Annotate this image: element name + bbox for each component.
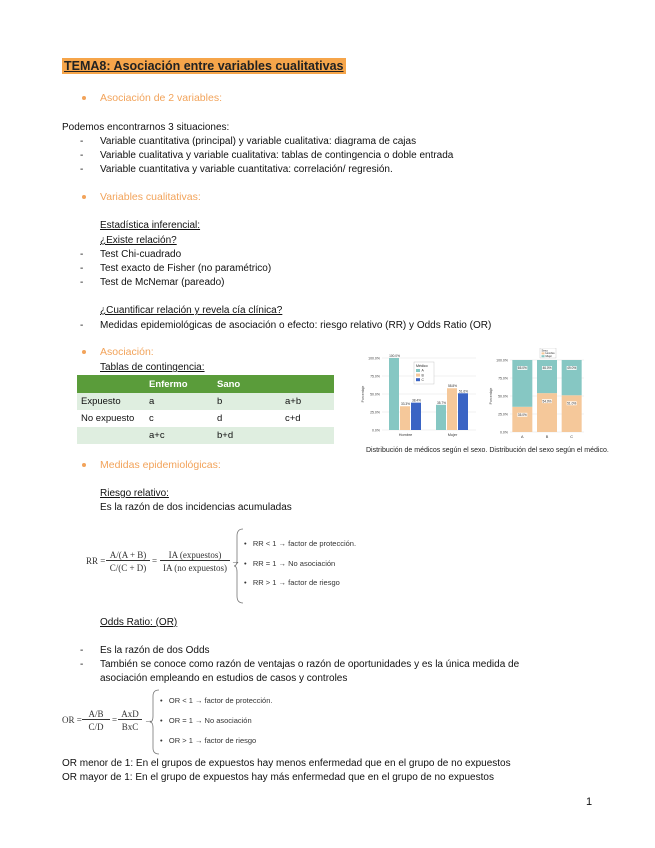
table-header-cell: Sano: [213, 375, 281, 393]
legend-label: Hombre: [545, 352, 555, 356]
legend-label: C: [421, 377, 424, 382]
bar: [411, 403, 421, 430]
bar: [458, 393, 468, 430]
bullet-dot-icon: [82, 96, 86, 100]
list-item: - Test de McNemar (pareado): [80, 277, 225, 288]
legend-swatch: [416, 378, 420, 381]
page-title: TEMA8: Asociación entre variables cualitativas: [64, 59, 344, 73]
bar-value-label: 33.3%: [400, 402, 411, 407]
rr-case-none: • RR = 1 → No asociación: [244, 559, 336, 568]
rr-formula-eq: =: [152, 556, 158, 566]
list-item: - Test Chi-cuadrado: [80, 249, 182, 260]
y-tick-label: 0.0%: [372, 428, 380, 433]
list-item: - Es la razón de dos Odds: [80, 645, 210, 656]
intro-text: Podemos encontrarnos 3 situaciones:: [62, 122, 230, 133]
or-case-protection: • OR < 1 → factor de protección.: [160, 696, 273, 705]
rr-case-risk: • RR > 1 → factor de riesgo: [244, 578, 340, 587]
section-bullet-variables-cualitativas: Variables cualitativas:: [82, 191, 201, 203]
table-cell: c+d: [281, 410, 334, 427]
rr-formula-num: A/(A + B): [106, 550, 150, 561]
table-row: [77, 427, 334, 444]
y-axis-label: Porcentaje: [489, 387, 493, 405]
table-cell: a+b: [281, 393, 334, 410]
x-tick-label: Hombre: [398, 433, 413, 437]
legend-swatch: [542, 352, 545, 354]
legend-label: Mujer: [545, 355, 552, 358]
list-item: - Medidas epidemiológicas de asociación o efecto: riesgo relativo (RR) y Odds Ratio (OR): [80, 320, 492, 331]
y-tick-label: 100.0%: [496, 358, 508, 363]
y-tick-label: 75.0%: [498, 376, 508, 381]
legend-label: A: [421, 368, 424, 373]
table-header-row: [77, 375, 334, 393]
table-cell: a+c: [145, 427, 213, 444]
list-item: - También se conoce como razón de ventajas o razón de oportunidades y es la única medida de: [80, 659, 520, 670]
or-formula-den2: BxC: [121, 722, 139, 732]
table-cell: Expuesto: [77, 393, 145, 410]
rr-brace-icon: [234, 528, 244, 604]
bar-value-label: 51.6%: [458, 389, 469, 394]
bar-value-label: 46.0%: [542, 366, 552, 371]
y-tick-label: 50.0%: [370, 392, 380, 397]
heading-riesgo-relativo: Riesgo relativo:: [100, 488, 169, 499]
table-row: [77, 410, 334, 427]
section-bullet-medidas: Medidas epidemiológicas:: [82, 459, 221, 471]
table-cell: [281, 427, 334, 444]
y-tick-label: 25.0%: [370, 410, 380, 415]
list-item: - Variable cualitativa y variable cualitativa: tablas de contingencia o doble entrada: [80, 150, 454, 161]
rr-formula-den: C/(C + D): [109, 563, 147, 573]
table-cell: d: [213, 410, 281, 427]
bar: [400, 406, 410, 430]
rr-definition: Es la razón de dos incidencias acumuladas: [100, 502, 292, 513]
rr-arrow: →: [231, 556, 240, 566]
table-cell: a: [145, 393, 213, 410]
chart-medicos-segun-sexo: [360, 352, 480, 444]
table-cell: [77, 427, 145, 444]
table-cell: c: [145, 410, 213, 427]
bullet-dot-icon: [82, 195, 86, 199]
section-bullet-asociacion: Asociación:: [82, 346, 154, 358]
rr-formula-ia-den: IA (no expuestos): [163, 563, 227, 573]
x-tick-label: Mujer: [447, 433, 458, 437]
or-formula-eq: =: [112, 715, 118, 725]
contingency-table: [77, 375, 334, 444]
bar: [436, 405, 446, 430]
legend-title: Sexo: [541, 348, 548, 353]
bar-value-label: 58.8%: [447, 384, 458, 389]
table-cell: b: [213, 393, 281, 410]
or-less-than-one: OR menor de 1: En el grupos de expuestos hay menos enfermedad que en el grupo de no expuestos: [62, 758, 511, 769]
chart-sexo-segun-medico: [488, 348, 588, 444]
list-item: - Variable cuantitativa (principal) y variable cualitativa: diagrama de cajas: [80, 136, 417, 147]
table-header-cell: [281, 375, 334, 393]
or-arrow: →: [144, 715, 153, 725]
bar: [447, 388, 457, 430]
bar-value-label: 65.0%: [517, 366, 527, 371]
bar-value-label: 100.0%: [389, 354, 400, 358]
x-tick-label: A: [521, 435, 524, 439]
y-tick-label: 100.0%: [368, 356, 380, 361]
bar-value-label: 38.4%: [411, 398, 422, 403]
legend-swatch: [542, 355, 545, 357]
table-header-cell: [77, 375, 145, 393]
bar-value-label: 35.0%: [517, 413, 527, 417]
bar-value-label: 54.0%: [542, 399, 552, 404]
bar: [389, 358, 399, 430]
table-header-cell: Enfermo: [145, 375, 213, 393]
or-formula-num: A/B: [82, 709, 110, 720]
section-bullet-asociacion-2-variables: Asociación de 2 variables:: [82, 92, 222, 104]
legend-label: B: [421, 373, 424, 378]
heading-estadistica-inferencial: Estadística inferencial:: [100, 220, 201, 231]
list-item-continued: asociación empleando en estudios de casos y controles: [100, 673, 348, 684]
table-cell: No expuesto: [77, 410, 145, 427]
or-case-none: • OR = 1 → No asociación: [160, 716, 252, 725]
legend-swatch: [416, 374, 420, 377]
or-formula-lhs: OR =: [62, 715, 82, 725]
bar-value-label: 51.0%: [567, 401, 577, 406]
heading-tablas-contingencia: Tablas de contingencia:: [100, 362, 205, 373]
or-greater-than-one: OR mayor de 1: En el grupo de expuestos hay más enfermedad que en el grupo de no expuestos: [62, 772, 494, 783]
chart-caption: Distribución de médicos según el sexo. Distribución del sexo según el médico.: [366, 447, 609, 454]
list-item: - Variable cuantitativa y variable cuantitativa: correlación/ regresión.: [80, 164, 393, 175]
or-formula-den: C/D: [88, 722, 104, 732]
y-tick-label: 25.0%: [498, 412, 508, 417]
list-item: - Test exacto de Fisher (no paramétrico): [80, 263, 272, 274]
y-tick-label: 0.0%: [500, 430, 508, 435]
x-tick-label: B: [545, 435, 549, 439]
bar-value-label: 49.0%: [567, 366, 577, 371]
bar-segment: [537, 360, 557, 393]
y-axis-label: Porcentaje: [361, 385, 365, 403]
rr-formula-lhs: RR =: [86, 556, 106, 566]
rr-case-protection: • RR < 1 → factor de protección.: [244, 539, 357, 548]
or-case-risk: • OR > 1 → factor de riesgo: [160, 736, 257, 745]
table-cell: b+d: [213, 427, 281, 444]
x-tick-label: C: [570, 435, 574, 439]
question-existe-relacion: ¿Existe relación?: [100, 235, 177, 246]
bar-value-label: 35.7%: [436, 400, 447, 405]
bullet-dot-icon: [82, 463, 86, 467]
or-brace-icon: [150, 689, 160, 755]
legend-title: Médico: [416, 364, 428, 368]
bullet-dot-icon: [82, 350, 86, 354]
table-row: [77, 393, 334, 410]
rr-formula-ia-num: IA (expuestos): [160, 550, 230, 561]
y-tick-label: 75.0%: [370, 374, 380, 379]
y-tick-label: 50.0%: [498, 394, 508, 399]
page-number: 1: [586, 796, 593, 808]
question-cuantificar: ¿Cuantificar relación y revela cía clínica?: [100, 305, 283, 316]
legend-swatch: [416, 369, 420, 372]
heading-odds-ratio: Odds Ratio: (OR): [100, 617, 178, 628]
bar-segment: [512, 407, 532, 432]
or-formula-num2: AxD: [118, 709, 142, 720]
